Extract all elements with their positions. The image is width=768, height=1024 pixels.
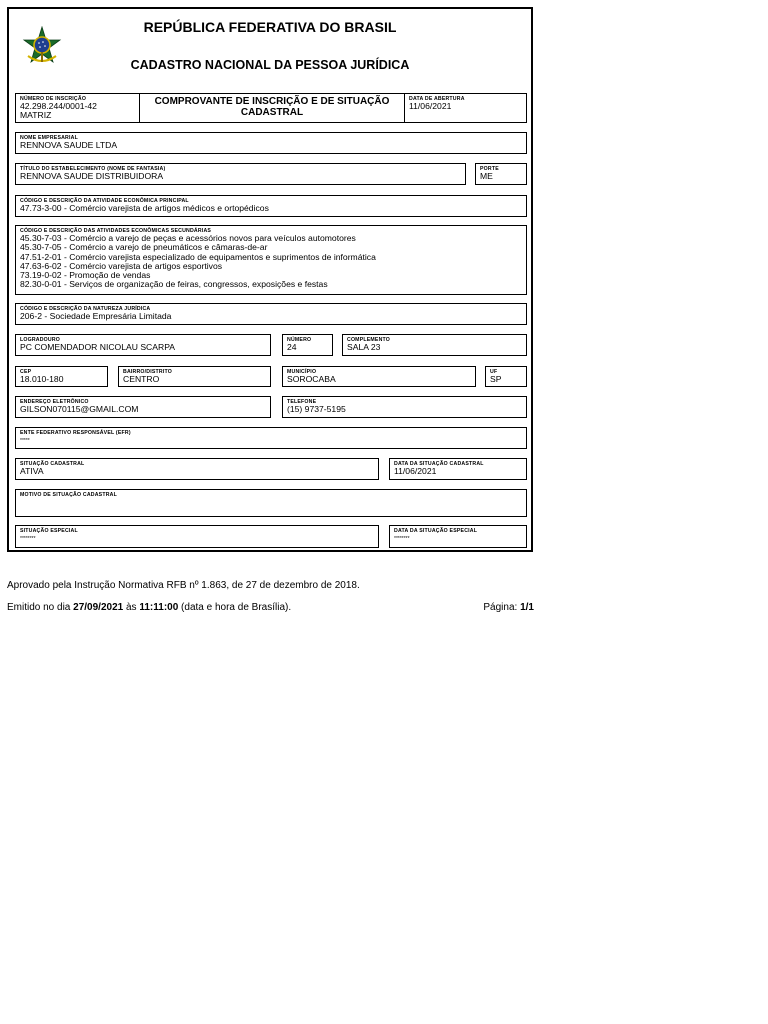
situacao-especial-box <box>15 525 379 548</box>
list-item: 82.30-0-01 - Serviços de organização de feiras, congressos, exposições e festas <box>20 279 328 290</box>
situacao-label: SITUAÇÃO CADASTRAL <box>20 461 85 467</box>
comprovante-line1: COMPROVANTE DE INSCRIÇÃO E DE SITUAÇÃO <box>154 96 390 107</box>
comprovante-box <box>139 93 405 123</box>
data-situacao-label: DATA DA SITUAÇÃO CADASTRAL <box>394 461 484 467</box>
motivo-label: MOTIVO DE SITUAÇÃO CADASTRAL <box>20 492 117 498</box>
atividades-secundarias-list <box>20 234 376 290</box>
data-situacao-box <box>389 458 527 480</box>
logradouro-value: PC COMENDADOR NICOLAU SCARPA <box>20 342 176 352</box>
telefone-value: (15) 9737-5195 <box>287 404 346 414</box>
inscricao-numero: 42.298.244/0001-42 <box>20 101 97 111</box>
numero-label: NÚMERO <box>287 337 312 343</box>
uf-box <box>485 366 527 387</box>
emitido-hora: 11:11:00 <box>139 602 179 613</box>
cep-label: CEP <box>20 369 32 375</box>
telefone-box <box>282 396 527 418</box>
numero-value: 24 <box>287 342 297 352</box>
porte-box <box>475 163 527 185</box>
email-value: GILSON070115@GMAIL.COM <box>20 404 139 414</box>
municipio-value: SOROCABA <box>287 374 336 384</box>
nome-empresarial-label: NOME EMPRESARIAL <box>20 135 78 141</box>
nome-empresarial-box <box>15 132 527 154</box>
data-situacao-especial-value: ******** <box>394 536 410 542</box>
email-box <box>15 396 271 418</box>
situacao-box <box>15 458 379 480</box>
atividade-principal-value: 47.73-3-00 - Comércio varejista de artigos médicos e ortopédicos <box>20 203 269 213</box>
page-title: REPÚBLICA FEDERATIVA DO BRASIL <box>143 19 397 35</box>
footer-aprovado: Aprovado pela Instrução Normativa RFB nº 1.863, de 27 de dezembro de 2018. <box>7 580 360 591</box>
inscricao-label: NÚMERO DE INSCRIÇÃO <box>20 96 87 102</box>
emitido-suffix: (data e hora de Brasília). <box>178 602 292 613</box>
comprovante-line2: CADASTRAL <box>240 107 304 118</box>
situacao-value: ATIVA <box>20 466 44 476</box>
fantasia-box <box>15 163 466 185</box>
bairro-box <box>118 366 271 387</box>
porte-value: ME <box>480 171 493 181</box>
abertura-label: DATA DE ABERTURA <box>409 96 465 102</box>
emitido-mid: às <box>123 602 140 613</box>
fantasia-label: TÍTULO DO ESTABELECIMENTO (NOME DE FANTASIA) <box>20 166 166 172</box>
nome-empresarial-value: RENNOVA SAUDE LTDA <box>20 140 118 150</box>
inscricao-tipo: MATRIZ <box>20 110 52 120</box>
abertura-box <box>404 93 527 123</box>
data-situacao-value: 11/06/2021 <box>394 466 437 476</box>
porte-label: PORTE <box>480 166 499 172</box>
natureza-juridica-value: 206-2 - Sociedade Empresária Limitada <box>20 311 172 321</box>
data-situacao-especial-box <box>389 525 527 548</box>
emitido-prefix: Emitido no dia <box>7 602 74 613</box>
efr-box <box>15 427 527 449</box>
natureza-juridica-box <box>15 303 527 325</box>
data-situacao-especial-label: DATA DA SITUAÇÃO ESPECIAL <box>394 528 478 534</box>
uf-value: SP <box>490 374 502 384</box>
abertura-value: 11/06/2021 <box>409 101 452 111</box>
efr-label: ENTE FEDERATIVO RESPONSÁVEL (EFR) <box>20 430 131 436</box>
efr-value: ***** <box>20 438 30 444</box>
fantasia-value: RENNOVA SAUDE DISTRIBUIDORA <box>20 171 164 181</box>
list-item: 47.63-6-02 - Comércio varejista de artigos esportivos <box>20 260 223 271</box>
cep-value: 18.010-180 <box>20 374 64 384</box>
complemento-value: SALA 23 <box>347 342 381 352</box>
telefone-label: TELEFONE <box>287 399 317 405</box>
list-item: 45.30-7-05 - Comércio a varejo de pneumáticos e câmaras-de-ar <box>20 242 268 253</box>
list-item: 47.51-2-01 - Comércio varejista especializado de equipamentos e suprimentos de informática <box>20 251 376 262</box>
natureza-juridica-label: CÓDIGO E DESCRIÇÃO DA NATUREZA JURÍDICA <box>20 306 151 312</box>
bairro-value: CENTRO <box>123 374 160 384</box>
emitido-data: 27/09/2021 <box>73 602 124 613</box>
bairro-label: BAIRRO/DISTRITO <box>123 369 173 375</box>
page-subtitle: CADASTRO NACIONAL DA PESSOA JURÍDICA <box>130 58 410 72</box>
complemento-box <box>342 334 527 356</box>
motivo-box <box>15 489 527 517</box>
pagina-value: 1/1 <box>520 602 534 613</box>
cep-box <box>15 366 108 387</box>
municipio-box <box>282 366 476 387</box>
email-label: ENDEREÇO ELETRÔNICO <box>20 399 89 405</box>
situacao-especial-value: ******** <box>20 536 36 542</box>
footer-emitido <box>7 602 291 613</box>
municipio-label: MUNICÍPIO <box>287 369 317 375</box>
atividades-secundarias-box <box>15 225 527 295</box>
list-item: 45.30-7-03 - Comércio a varejo de peças e acessórios novos para veículos automotores <box>20 233 356 243</box>
situacao-especial-label: SITUAÇÃO ESPECIAL <box>20 528 78 534</box>
logradouro-box <box>15 334 271 356</box>
uf-label: UF <box>490 369 498 375</box>
atividades-secundarias-label: CÓDIGO E DESCRIÇÃO DAS ATIVIDADES ECONÔMICAS SECUNDÁRIAS <box>20 228 212 234</box>
logradouro-label: LOGRADOURO <box>20 337 61 343</box>
atividade-principal-label: CÓDIGO E DESCRIÇÃO DA ATIVIDADE ECONÔMICA PRINCIPAL <box>20 198 189 204</box>
atividade-principal-box <box>15 195 527 217</box>
numero-box <box>282 334 333 356</box>
footer-pagina <box>483 602 534 613</box>
complemento-label: COMPLEMENTO <box>347 337 391 343</box>
list-item: 73.19-0-02 - Promoção de vendas <box>20 270 151 281</box>
comprovante-title <box>140 96 404 118</box>
pagina-label: Página: <box>483 602 521 613</box>
inscricao-box <box>15 93 140 123</box>
